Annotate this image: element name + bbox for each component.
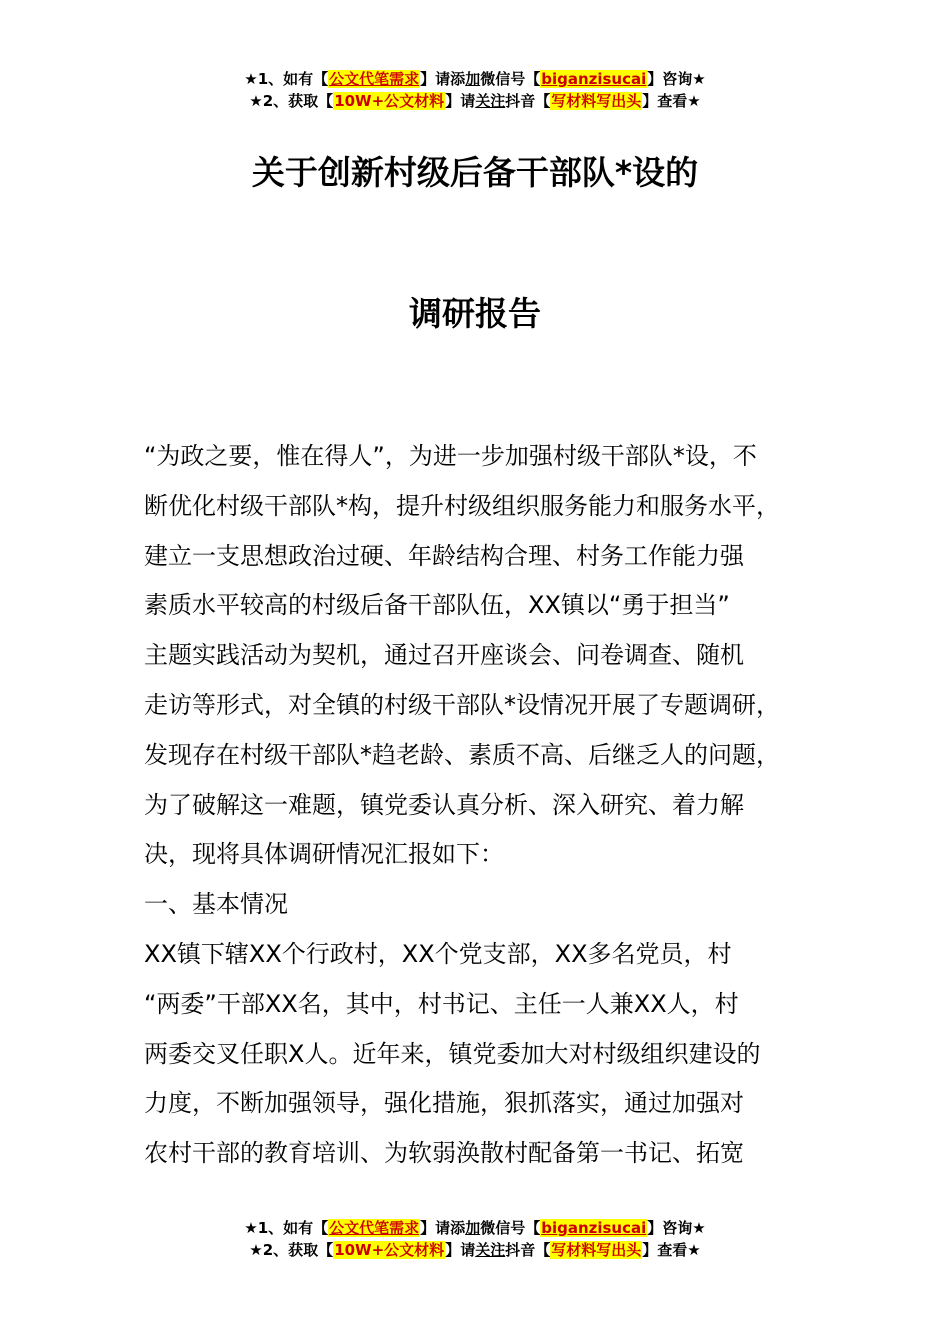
banner-highlight-douyin: 写材料写出头 xyxy=(551,92,642,110)
banner-text: 抖音【 xyxy=(505,1241,551,1259)
body-line: 发现存在村级干部队*趋老龄、素质不高、后继乏人的问题， xyxy=(144,740,780,769)
body-line: 素质水平较高的村级后备干部队伍，XX镇以“勇于担当” xyxy=(144,591,730,620)
body-line: 建立一支思想政治过硬、年龄结构合理、村务工作能力强 xyxy=(144,541,744,570)
body-line: 农村干部的教育培训、为软弱涣散村配备第一书记、拓宽 xyxy=(144,1139,744,1168)
body-line: 断优化村级干部队*构，提升村级组织服务能力和服务水平， xyxy=(144,491,780,520)
banner-text: 关注 xyxy=(475,92,506,110)
banner-text: 微信号【 xyxy=(480,1219,541,1237)
banner-line-1 xyxy=(0,1217,950,1239)
body-line: 两委交叉任职X人。近年来，镇党委加大对村级组织建设的 xyxy=(144,1039,761,1068)
banner-text: 】查看★ xyxy=(642,92,701,110)
banner-text: 关注 xyxy=(475,1241,506,1259)
banner-text: ★1、如有【 xyxy=(244,1219,329,1237)
banner-text: ★2、获取【 xyxy=(249,1241,334,1259)
banner-highlight-service: 公文代笔需求 xyxy=(329,1219,420,1237)
section-heading: 一、基本情况 xyxy=(144,890,288,919)
banner-text: 】咨询★ xyxy=(647,1219,706,1237)
banner-text: 】咨询★ xyxy=(647,70,706,88)
banner-highlight-wechat: biganzisucai xyxy=(541,1219,647,1237)
banner-text: ★2、获取【 xyxy=(249,92,334,110)
body-line: 力度，不断加强领导，强化措施，狠抓落实，通过加强对 xyxy=(144,1089,744,1118)
body-line: 走访等形式，对全镇的村级干部队*设情况开展了专题调研， xyxy=(144,690,780,719)
banner-highlight-materials: 10W+公文材料 xyxy=(334,1241,445,1259)
document-title-line-1: 关于创新村级后备干部队*设的 xyxy=(251,153,699,192)
banner-line-2 xyxy=(0,90,950,112)
banner-line-1 xyxy=(0,68,950,90)
banner-text: 微信号【 xyxy=(480,70,541,88)
banner-highlight-service: 公文代笔需求 xyxy=(329,70,420,88)
banner-highlight-materials: 10W+公文材料 xyxy=(334,92,445,110)
banner-text: 抖音【 xyxy=(505,92,551,110)
body-line: “为政之要，惟在得人”，为进一步加强村级干部队*设，不 xyxy=(144,442,757,470)
body-line: “两委”干部XX名，其中，村书记、主任一人兼XX人，村 xyxy=(144,989,739,1018)
body-line: XX镇下辖XX个行政村，XX个党支部，XX多名党员，村 xyxy=(144,939,732,968)
banner-highlight-wechat: biganzisucai xyxy=(541,70,647,88)
banner-text: 】请添 xyxy=(420,70,466,88)
banner-text: 】请 xyxy=(445,1241,476,1259)
banner-line-2 xyxy=(0,1239,950,1261)
body-line: 为了破解这一难题，镇党委认真分析、深入研究、着力解 xyxy=(144,790,744,819)
document-body xyxy=(144,432,844,1179)
document-title-line-2: 调研报告 xyxy=(409,294,541,333)
banner-text: ★1、如有【 xyxy=(244,70,329,88)
banner-text: 】查看★ xyxy=(642,1241,701,1259)
banner-text: 】请 xyxy=(445,92,476,110)
body-line: 主题实践活动为契机，通过召开座谈会、问卷调查、随机 xyxy=(144,641,744,670)
banner-text: 】请添 xyxy=(420,1219,466,1237)
bottom-banner xyxy=(0,1217,950,1261)
banner-text: 加 xyxy=(465,1219,481,1237)
body-line: 决，现将具体调研情况汇报如下： xyxy=(144,840,504,869)
top-banner xyxy=(0,68,950,112)
banner-text: 加 xyxy=(465,70,481,88)
banner-highlight-douyin: 写材料写出头 xyxy=(551,1241,642,1259)
